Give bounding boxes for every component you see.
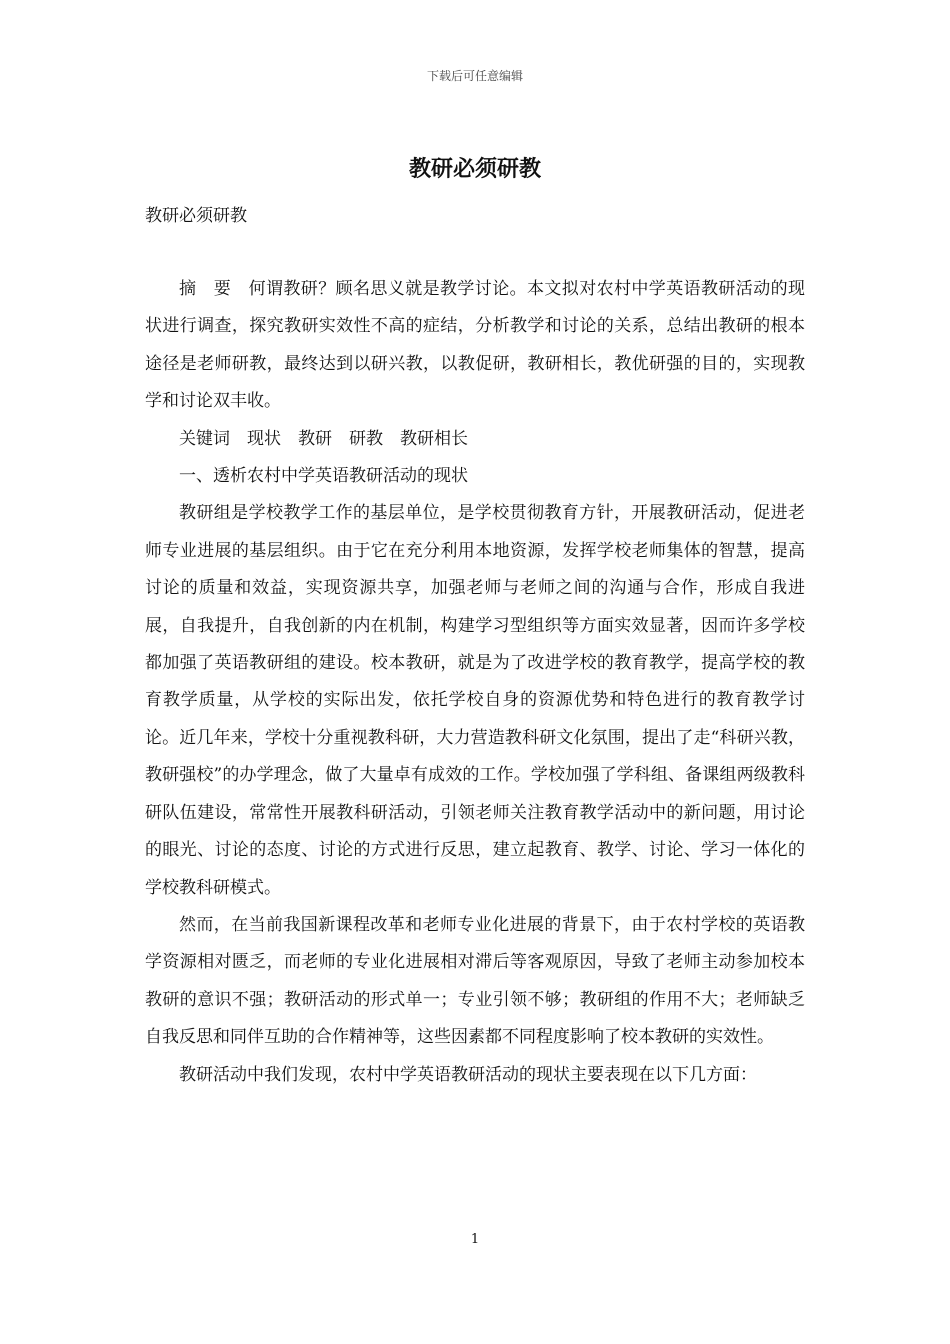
document-subtitle: 教研必须研教 [145,206,247,226]
body-paragraph: 教研活动中我们发现，农村中学英语教研活动的现状主要表现在以下几方面： [179,1064,757,1085]
body-paragraph: 然而，在当前我国新课程改革和老师专业化进展的背景下，由于农村学校的英语教学资源相对匮乏，而老师的专业化进展相对滞后等客观原因，导致了老师主动参加校本教研的意识不强；教研活动的形式单一；专业引领不够；教研组的作用不大；老师缺乏自我反思和同伴互助的合作精神等，这些因素都不同程度影响了校本教研的实效性。 [145,914,805,1048]
page-number: 1 [470,1232,480,1247]
document-body [145,271,805,1094]
body-paragraph: 教研组是学校教学工作的基层单位，是学校贯彻教育方针，开展教研活动，促进老师专业进展的基层组织。由于它在充分利用本地资源，发挥学校老师集体的智慧，提高讨论的质量和效益，实现资源共享，加强老师与老师之间的沟通与合作，形成自我进展，自我提升，自我创新的内在机制，构建学习型组织等方面实效显著，因而许多学校都加强了英语教研组的建设。校本教研，就是为了改进学校的教育教学，提高学校的教育教学质量，从学校的实际出发，依托学校自身的资源优势和特色进行的教育教学讨论。近几年来，学校十分重视教科研，大力营造教科研文化氛围，提出了走“科研兴教，教研强校”的办学理念，做了大量卓有成效的工作。学校加强了学科组、备课组两级教科研队伍建设，常常性开展教科研活动，引领老师关注教育教学活动中的新问题，用讨论的眼光、讨论的态度、讨论的方式进行反思，建立起教育、教学、讨论、学习一体化的学校教科研模式。 [145,503,805,898]
section-heading: 一、透析农村中学英语教研活动的现状 [179,466,468,487]
document-title: 教研必须研教 [408,156,541,182]
abstract-paragraph: 摘 要 何谓教研？顾名思义就是教学讨论。本文拟对农村中学英语教研活动的现状进行调查，探究教研实效性不高的症结，分析教学和讨论的关系，总结出教研的根本途径是老师研教，最终达到以研兴教，以教促研，教研相长，教优研强的目的，实现教学和讨论双丰收。 [145,279,805,412]
keywords-paragraph: 关键词 现状 教研 研教 教研相长 [179,428,468,449]
page-header: 下载后可任意编辑 [426,69,523,83]
